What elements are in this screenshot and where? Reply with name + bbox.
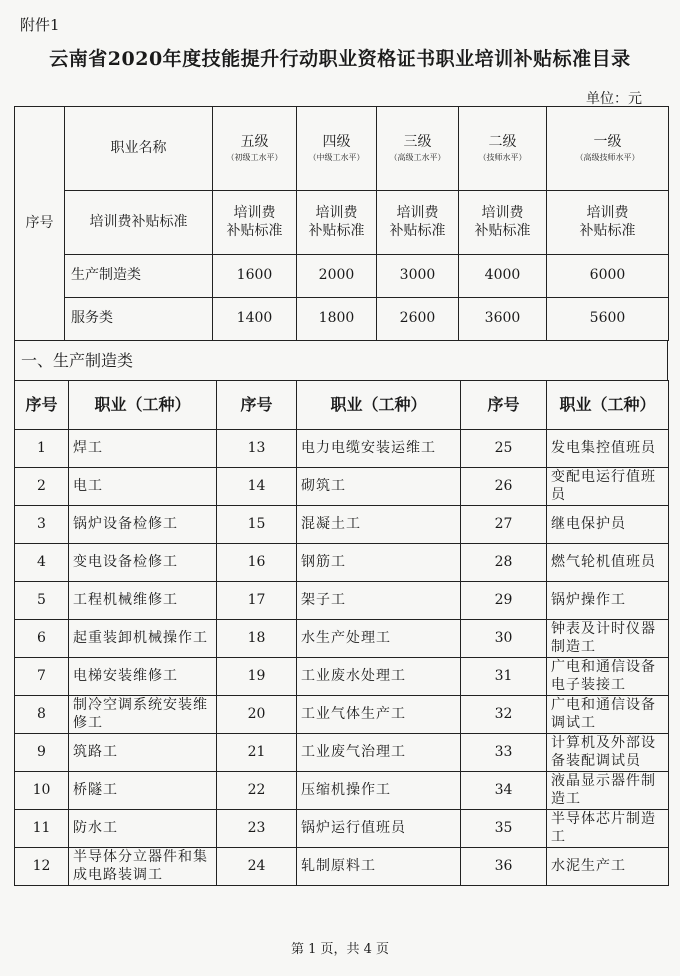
seq-cell: 23 [217, 810, 297, 848]
fee-line2: 补贴标准 [389, 222, 446, 239]
occupation-cell: 电梯安装维修工 [69, 658, 217, 696]
seq-cell: 14 [217, 468, 297, 506]
occupation-cell: 广电和通信设备电子装接工 [547, 658, 669, 696]
occupation-cell: 燃气轮机值班员 [547, 544, 669, 582]
table-row [15, 772, 669, 810]
seq-cell: 19 [217, 658, 297, 696]
table-row [15, 468, 669, 506]
seq-cell: 21 [217, 734, 297, 772]
occupation-cell: 计算机及外部设备装配调试员 [547, 734, 669, 772]
table-row [15, 544, 669, 582]
level-1-header [547, 107, 669, 191]
occupation-cell: 压缩机操作工 [297, 772, 461, 810]
table-row [15, 696, 669, 734]
seq-cell: 20 [217, 696, 297, 734]
occupation-cell: 工业废气治理工 [297, 734, 461, 772]
occupation-cell: 起重装卸机械操作工 [69, 620, 217, 658]
seq-cell: 11 [15, 810, 69, 848]
subsidy-value: 3000 [377, 255, 459, 298]
level-sub: （技师水平） [478, 153, 527, 163]
subsidy-value: 6000 [547, 255, 669, 298]
occupation-cell: 筑路工 [69, 734, 217, 772]
fee-line1: 培训费 [396, 205, 439, 221]
unit-label: 单位：元 [586, 91, 642, 107]
table-row [15, 734, 669, 772]
level-3-header [377, 107, 459, 191]
seq-cell: 13 [217, 430, 297, 468]
occupation-cell: 工业废水处理工 [297, 658, 461, 696]
level-sub: （高级工水平） [389, 153, 446, 163]
subsidy-value: 3600 [459, 298, 547, 341]
seq-cell: 25 [461, 430, 547, 468]
seq-cell: 33 [461, 734, 547, 772]
seq-cell: 6 [15, 620, 69, 658]
seq-cell: 1 [15, 430, 69, 468]
occupation-cell: 架子工 [297, 582, 461, 620]
occupation-cell: 水泥生产工 [547, 848, 669, 886]
seq-header: 序号 [15, 107, 65, 341]
occupation-cell: 水生产处理工 [297, 620, 461, 658]
fee-label [297, 191, 377, 255]
occupation-cell: 液晶显示器件制造工 [547, 772, 669, 810]
occupation-cell: 防水工 [69, 810, 217, 848]
table-row [15, 848, 669, 886]
occupation-cell: 工程机械维修工 [69, 582, 217, 620]
subsidy-value: 2000 [297, 255, 377, 298]
table-row [15, 430, 669, 468]
occupation-cell: 钢筋工 [297, 544, 461, 582]
seq-cell: 2 [15, 468, 69, 506]
level-sub: （中级工水平） [308, 153, 365, 163]
seq-cell: 7 [15, 658, 69, 696]
fee-line1: 培训费 [481, 205, 524, 221]
standard-label: 培训费补贴标准 [65, 191, 213, 255]
category-service: 服务类 [65, 298, 213, 341]
occupation-cell: 桥隧工 [69, 772, 217, 810]
occupation-cell: 砌筑工 [297, 468, 461, 506]
occupation-table [14, 380, 669, 886]
seq-cell: 34 [461, 772, 547, 810]
level-name: 三级 [403, 133, 432, 150]
occupation-cell: 锅炉设备检修工 [69, 506, 217, 544]
seq-cell: 36 [461, 848, 547, 886]
occupation-cell: 钟表及计时仪器制造工 [547, 620, 669, 658]
seq-cell: 22 [217, 772, 297, 810]
occupation-cell: 半导体芯片制造工 [547, 810, 669, 848]
occupation-cell: 制冷空调系统安装维修工 [69, 696, 217, 734]
occupation-cell: 锅炉运行值班员 [297, 810, 461, 848]
occupation-cell: 电工 [69, 468, 217, 506]
section-title: 一、生产制造类 [14, 340, 668, 380]
occupation-cell: 广电和通信设备调试工 [547, 696, 669, 734]
occupation-cell: 发电集控值班员 [547, 430, 669, 468]
subsidy-standard-table [14, 106, 669, 341]
fee-label [213, 191, 297, 255]
level-4-header [297, 107, 377, 191]
level-name: 四级 [322, 133, 351, 150]
occupation-cell: 变配电运行值班员 [547, 468, 669, 506]
level-2-header [459, 107, 547, 191]
seq-cell: 31 [461, 658, 547, 696]
subsidy-value: 4000 [459, 255, 547, 298]
fee-line2: 补贴标准 [579, 222, 636, 239]
subsidy-value: 1400 [213, 298, 297, 341]
seq-cell: 12 [15, 848, 69, 886]
col-header-seq: 序号 [461, 381, 547, 430]
seq-cell: 10 [15, 772, 69, 810]
subsidy-value: 5600 [547, 298, 669, 341]
seq-cell: 9 [15, 734, 69, 772]
table-row [15, 506, 669, 544]
occupation-cell: 工业气体生产工 [297, 696, 461, 734]
occupation-cell: 电力电缆安装运维工 [297, 430, 461, 468]
fee-line1: 培训费 [586, 205, 629, 221]
seq-cell: 5 [15, 582, 69, 620]
occupation-cell: 锅炉操作工 [547, 582, 669, 620]
page-footer: 第 1 页，共 4 页 [290, 942, 390, 957]
col-header-seq: 序号 [217, 381, 297, 430]
seq-cell: 24 [217, 848, 297, 886]
subsidy-value: 1600 [213, 255, 297, 298]
fee-line2: 补贴标准 [308, 222, 365, 239]
fee-line1: 培训费 [315, 205, 358, 221]
level-name: 一级 [593, 133, 622, 150]
col-header-occupation: 职业（工种） [297, 381, 461, 430]
occupation-cell: 轧制原料工 [297, 848, 461, 886]
seq-cell: 3 [15, 506, 69, 544]
seq-cell: 35 [461, 810, 547, 848]
seq-cell: 8 [15, 696, 69, 734]
subsidy-value: 2600 [377, 298, 459, 341]
seq-cell: 29 [461, 582, 547, 620]
level-name: 五级 [240, 133, 269, 150]
subsidy-value: 1800 [297, 298, 377, 341]
occupation-cell: 焊工 [69, 430, 217, 468]
fee-line2: 补贴标准 [474, 222, 531, 239]
level-5-header [213, 107, 297, 191]
level-sub: （初级工水平） [226, 153, 283, 163]
occupation-name-header: 职业名称 [65, 107, 213, 191]
seq-cell: 26 [461, 468, 547, 506]
fee-label [459, 191, 547, 255]
seq-cell: 27 [461, 506, 547, 544]
document-title: 云南省2020年度技能提升行动职业资格证书职业培训补贴标准目录 [49, 48, 631, 70]
col-header-seq: 序号 [15, 381, 69, 430]
fee-line2: 补贴标准 [226, 222, 283, 239]
fee-label [377, 191, 459, 255]
seq-cell: 16 [217, 544, 297, 582]
seq-cell: 28 [461, 544, 547, 582]
seq-cell: 17 [217, 582, 297, 620]
fee-label [547, 191, 669, 255]
table-row [15, 620, 669, 658]
table-row [15, 658, 669, 696]
table-row [15, 810, 669, 848]
level-sub: （高级技师水平） [575, 153, 640, 163]
seq-cell: 32 [461, 696, 547, 734]
occupation-cell: 半导体分立器件和集成电路装调工 [69, 848, 217, 886]
seq-cell: 30 [461, 620, 547, 658]
level-name: 二级 [488, 133, 517, 150]
col-header-occupation: 职业（工种） [547, 381, 669, 430]
occupation-cell: 继电保护员 [547, 506, 669, 544]
category-manufacturing: 生产制造类 [65, 255, 213, 298]
seq-cell: 18 [217, 620, 297, 658]
fee-line1: 培训费 [233, 205, 276, 221]
seq-cell: 4 [15, 544, 69, 582]
table-row [15, 582, 669, 620]
seq-cell: 15 [217, 506, 297, 544]
col-header-occupation: 职业（工种） [69, 381, 217, 430]
annex-label: 附件1 [20, 16, 60, 34]
occupation-cell: 变电设备检修工 [69, 544, 217, 582]
occupation-cell: 混凝土工 [297, 506, 461, 544]
